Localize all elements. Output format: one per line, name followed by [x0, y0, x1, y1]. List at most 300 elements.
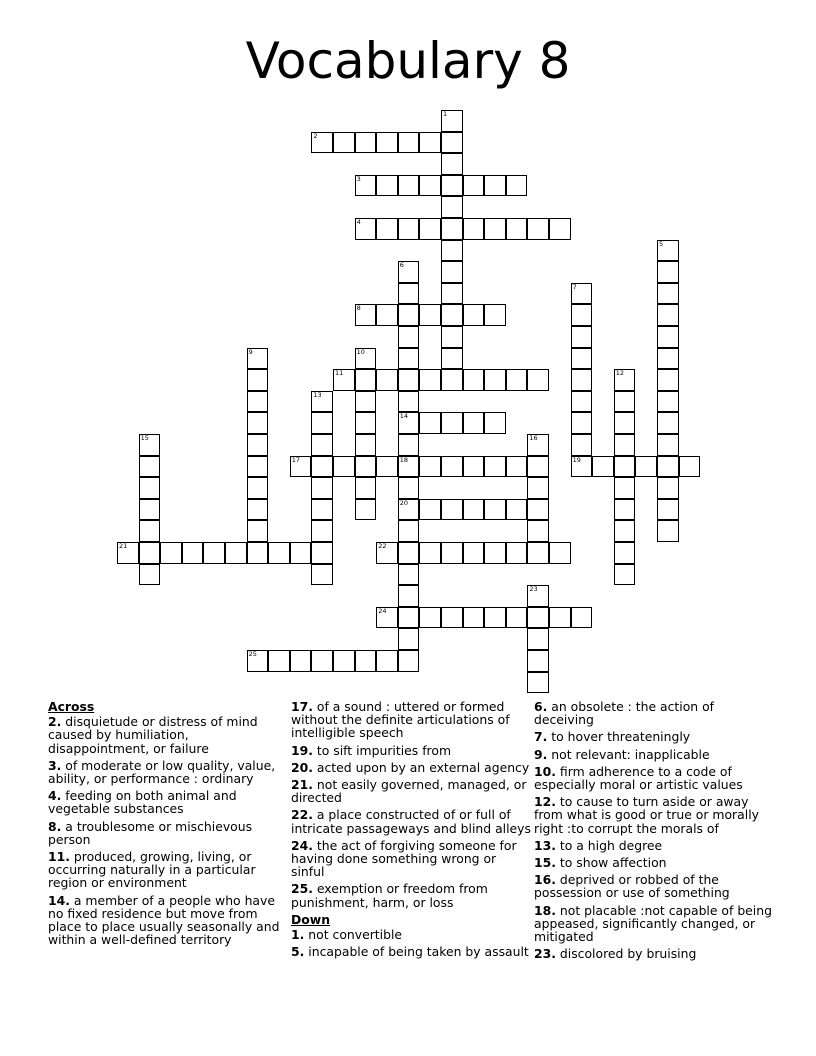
grid-cell[interactable]: [657, 391, 679, 413]
grid-cell[interactable]: [247, 348, 269, 370]
grid-cell-number: 11: [335, 369, 344, 378]
clue-number: 23.: [534, 946, 556, 962]
grid-cell[interactable]: [311, 499, 333, 521]
down-clue: [534, 795, 774, 835]
grid-cell[interactable]: [441, 456, 463, 478]
grid-cell[interactable]: [268, 650, 290, 672]
clue-number: 22.: [291, 807, 313, 823]
across-clue: [291, 839, 531, 879]
down-clue: [534, 839, 774, 852]
grid-cell[interactable]: [441, 369, 463, 391]
grid-cell[interactable]: [527, 477, 549, 499]
clue-number: 17.: [291, 699, 313, 714]
clue-number: 13.: [534, 837, 556, 853]
grid-cell[interactable]: [376, 218, 398, 240]
grid-cell[interactable]: [441, 326, 463, 348]
grid-cell-number: 18: [399, 455, 409, 464]
grid-cell[interactable]: [614, 564, 636, 586]
grid-cell[interactable]: [657, 477, 679, 499]
grid-cell-number: 20: [399, 498, 409, 507]
grid-cell[interactable]: [311, 132, 333, 154]
clue-number: 3.: [48, 757, 62, 773]
across-clue: [291, 778, 531, 804]
grid-cell-number: 15: [140, 434, 149, 442]
down-clue: [534, 765, 774, 791]
clue-number: 10.: [534, 763, 556, 779]
clue-number: 11.: [48, 849, 70, 865]
grid-cell[interactable]: [441, 110, 463, 132]
grid-cell[interactable]: [311, 564, 333, 586]
grid-cell[interactable]: [311, 456, 333, 478]
grid-cell[interactable]: [506, 607, 528, 629]
grid-cell[interactable]: [614, 369, 636, 391]
across-clue-list-part-2: [291, 700, 531, 909]
grid-cell[interactable]: [441, 283, 463, 305]
grid-cell[interactable]: [527, 672, 549, 694]
grid-cell[interactable]: [355, 412, 377, 434]
grid-cell-number: 22: [378, 542, 387, 550]
grid-cell[interactable]: [657, 412, 679, 434]
grid-cell[interactable]: [355, 477, 377, 499]
grid-cell[interactable]: [355, 369, 377, 391]
clue-number: 14.: [48, 892, 70, 908]
grid-cell[interactable]: [441, 240, 463, 262]
grid-cell[interactable]: [139, 477, 161, 499]
clues-column-2: [291, 700, 531, 962]
grid-cell-number: 12: [615, 369, 625, 378]
grid-cell[interactable]: [398, 585, 420, 607]
grid-cell[interactable]: [571, 304, 593, 326]
grid-cell-number: 2: [313, 131, 318, 140]
grid-cell[interactable]: [463, 369, 485, 391]
grid-cell[interactable]: [527, 650, 549, 672]
grid-cell[interactable]: [571, 348, 593, 370]
clue-number: 24.: [291, 837, 313, 853]
clue-number: 18.: [534, 902, 556, 918]
grid-cell[interactable]: [463, 218, 485, 240]
grid-cell[interactable]: [441, 348, 463, 370]
clue-number: 6.: [534, 699, 548, 714]
grid-cell-number: 6: [399, 261, 404, 270]
grid-cell[interactable]: [333, 456, 355, 478]
clue-text: incapable of being taken by assault: [304, 944, 529, 960]
grid-cell[interactable]: [571, 456, 593, 478]
grid-cell[interactable]: [657, 326, 679, 348]
grid-cell[interactable]: [419, 132, 441, 154]
clue-text: to show affection: [555, 855, 667, 871]
clue-text: an obsolete : the action of deceiving: [534, 699, 715, 728]
grid-cell[interactable]: [657, 283, 679, 305]
down-clue: [534, 730, 774, 743]
grid-cell[interactable]: [247, 499, 269, 521]
across-clue: [48, 789, 288, 815]
grid-cell[interactable]: [527, 585, 549, 607]
grid-cell[interactable]: [614, 391, 636, 413]
grid-cell[interactable]: [614, 456, 636, 478]
grid-cell[interactable]: [333, 132, 355, 154]
grid-cell[interactable]: [441, 304, 463, 326]
across-clue: [291, 744, 531, 757]
grid-cell[interactable]: [398, 456, 420, 478]
grid-cell[interactable]: [419, 607, 441, 629]
clue-text: to sift impurities from: [312, 742, 452, 758]
grid-cell[interactable]: [355, 304, 377, 326]
grid-cell[interactable]: [419, 456, 441, 478]
across-clue: [48, 894, 288, 947]
grid-cell[interactable]: [398, 348, 420, 370]
across-clue: [48, 820, 288, 846]
grid-cell[interactable]: [419, 304, 441, 326]
grid-cell[interactable]: [549, 218, 571, 240]
grid-cell[interactable]: [657, 348, 679, 370]
grid-cell[interactable]: [355, 391, 377, 413]
clue-text: not convertible: [304, 927, 403, 943]
grid-cell[interactable]: [268, 542, 290, 564]
clue-number: 21.: [291, 777, 313, 793]
clue-text: not easily governed, managed, or directed: [291, 777, 527, 806]
grid-cell[interactable]: [441, 132, 463, 154]
down-clue: [291, 928, 531, 941]
grid-cell[interactable]: [290, 650, 312, 672]
clue-number: 25.: [291, 881, 313, 897]
grid-cell[interactable]: [441, 412, 463, 434]
grid-cell[interactable]: [506, 175, 528, 197]
grid-cell[interactable]: [117, 542, 139, 564]
grid-cell[interactable]: [398, 283, 420, 305]
clue-text: to cause to turn aside or away from what is good or true or morally right :to corrupt the morals of: [534, 794, 759, 836]
grid-cell[interactable]: [419, 412, 441, 434]
grid-cell[interactable]: [571, 412, 593, 434]
grid-cell[interactable]: [398, 499, 420, 521]
grid-cell[interactable]: [355, 132, 377, 154]
grid-cell[interactable]: [484, 412, 506, 434]
grid-cell[interactable]: [398, 564, 420, 586]
clue-text: not placable :not capable of being appeased, significantly changed, or mitigated: [534, 902, 772, 945]
page-title: Vocabulary 8: [245, 32, 571, 90]
clue-text: discolored by bruising: [555, 946, 697, 962]
down-clue-list-part-1: [291, 928, 531, 958]
grid-cell[interactable]: [225, 542, 247, 564]
grid-cell[interactable]: [139, 564, 161, 586]
grid-cell[interactable]: [484, 607, 506, 629]
grid-cell[interactable]: [355, 434, 377, 456]
grid-cell[interactable]: [311, 477, 333, 499]
clue-number: 20.: [291, 759, 313, 775]
grid-cell[interactable]: [614, 477, 636, 499]
grid-cell[interactable]: [484, 456, 506, 478]
grid-cell[interactable]: [657, 304, 679, 326]
grid-cell[interactable]: [355, 456, 377, 478]
grid-cell[interactable]: [614, 520, 636, 542]
down-clue-list-part-2: [534, 700, 774, 960]
down-clue: [291, 945, 531, 958]
grid-cell[interactable]: [419, 369, 441, 391]
grid-cell[interactable]: [527, 520, 549, 542]
clue-text: produced, growing, living, or occurring naturally in a particular region or environment: [48, 849, 256, 891]
grid-cell[interactable]: [376, 304, 398, 326]
down-heading: Down: [291, 911, 331, 927]
grid-cell[interactable]: [592, 456, 614, 478]
grid-cell[interactable]: [398, 542, 420, 564]
grid-cell[interactable]: [463, 542, 485, 564]
grid-cell-number: 7: [572, 282, 577, 291]
grid-cell[interactable]: [506, 369, 528, 391]
grid-cell[interactable]: [441, 218, 463, 240]
grid-cell[interactable]: [139, 456, 161, 478]
grid-cell[interactable]: [355, 499, 377, 521]
grid-cell[interactable]: [247, 434, 269, 456]
grid-cell[interactable]: [506, 499, 528, 521]
grid-cell[interactable]: [139, 434, 161, 456]
grid-cell-number: 21: [119, 542, 128, 550]
grid-cell[interactable]: [441, 542, 463, 564]
grid-cell[interactable]: [441, 261, 463, 283]
grid-cell[interactable]: [506, 218, 528, 240]
grid-cell[interactable]: [527, 369, 549, 391]
down-clue: [534, 947, 774, 960]
down-clue: [534, 700, 774, 726]
grid-cell[interactable]: [247, 542, 269, 564]
grid-cell[interactable]: [290, 456, 312, 478]
clue-text: the act of forgiving someone for having done something wrong or sinful: [291, 837, 517, 880]
clue-text: to a high degree: [555, 837, 663, 853]
grid-cell-number: 3: [356, 174, 361, 183]
grid-cell[interactable]: [571, 434, 593, 456]
clue-number: 7.: [534, 729, 548, 745]
clue-text: not relevant: inapplicable: [547, 746, 710, 762]
clue-text: firm adherence to a code of especially moral or artistic values: [534, 763, 743, 793]
clue-text: deprived or robbed of the possession or use of something: [534, 872, 730, 901]
clue-text: feeding on both animal and vegetable substances: [48, 788, 237, 817]
grid-cell[interactable]: [614, 499, 636, 521]
clue-text: a troublesome or mischievous person: [48, 818, 253, 847]
across-heading: Across: [48, 699, 95, 714]
clue-number: 4.: [48, 788, 62, 804]
clue-number: 19.: [291, 742, 313, 758]
grid-cell-number: 5: [659, 239, 664, 248]
grid-cell[interactable]: [398, 218, 420, 240]
clue-text: of moderate or low quality, value, ability, or performance : ordinary: [48, 757, 276, 787]
clue-number: 5.: [291, 944, 305, 960]
clue-number: 12.: [534, 794, 556, 810]
grid-cell[interactable]: [527, 628, 549, 650]
grid-cell[interactable]: [398, 650, 420, 672]
grid-cell[interactable]: [484, 175, 506, 197]
grid-cell[interactable]: [657, 456, 679, 478]
grid-cell[interactable]: [247, 412, 269, 434]
clues-column-1: [48, 700, 288, 950]
grid-cell[interactable]: [484, 218, 506, 240]
grid-cell[interactable]: [311, 434, 333, 456]
grid-cell[interactable]: [247, 369, 269, 391]
grid-cell[interactable]: [376, 456, 398, 478]
grid-cell[interactable]: [182, 542, 204, 564]
across-clue: [291, 808, 531, 834]
grid-cell[interactable]: [398, 434, 420, 456]
grid-cell[interactable]: [398, 520, 420, 542]
grid-cell[interactable]: [333, 369, 355, 391]
grid-cell[interactable]: [247, 391, 269, 413]
grid-cell[interactable]: [355, 650, 377, 672]
grid-cell[interactable]: [679, 456, 701, 478]
grid-cell[interactable]: [657, 499, 679, 521]
across-clue: [291, 761, 531, 774]
grid-cell[interactable]: [527, 218, 549, 240]
grid-cell[interactable]: [484, 542, 506, 564]
across-clue: [291, 700, 531, 740]
grid-cell[interactable]: [376, 542, 398, 564]
grid-cell[interactable]: [311, 542, 333, 564]
grid-cell[interactable]: [139, 542, 161, 564]
grid-cell[interactable]: [527, 434, 549, 456]
clue-text: of a sound : uttered or formed without the definite articulations of intelligible speech: [291, 699, 510, 741]
grid-cell-number: 19: [572, 455, 581, 464]
grid-cell-number: 23: [529, 585, 538, 594]
across-clue: [48, 850, 288, 890]
grid-cell-number: 8: [356, 304, 361, 313]
grid-cell[interactable]: [571, 283, 593, 305]
grid-cell[interactable]: [527, 607, 549, 629]
grid-cell-number: 16: [529, 434, 538, 442]
grid-cell[interactable]: [376, 132, 398, 154]
grid-cell[interactable]: [614, 412, 636, 434]
grid-cell[interactable]: [376, 650, 398, 672]
grid-cell[interactable]: [463, 499, 485, 521]
grid-cell[interactable]: [571, 391, 593, 413]
grid-cell[interactable]: [398, 369, 420, 391]
clue-text: to hover threateningly: [547, 729, 691, 745]
grid-cell[interactable]: [549, 607, 571, 629]
grid-cell[interactable]: [203, 542, 225, 564]
grid-cell[interactable]: [311, 391, 333, 413]
grid-cell[interactable]: [290, 542, 312, 564]
grid-cell[interactable]: [484, 499, 506, 521]
grid-cell[interactable]: [247, 520, 269, 542]
grid-cell-number: 4: [356, 218, 361, 226]
grid-cell[interactable]: [398, 261, 420, 283]
grid-cell[interactable]: [463, 456, 485, 478]
grid-cell[interactable]: [419, 218, 441, 240]
grid-cell[interactable]: [376, 607, 398, 629]
grid-cell[interactable]: [398, 607, 420, 629]
grid-cell-number: 9: [248, 347, 253, 356]
grid-cell[interactable]: [463, 304, 485, 326]
grid-cell[interactable]: [506, 542, 528, 564]
grid-cell[interactable]: [311, 412, 333, 434]
clue-number: 8.: [48, 818, 62, 834]
grid-cell[interactable]: [549, 542, 571, 564]
grid-cell[interactable]: [441, 196, 463, 218]
grid-cell[interactable]: [355, 348, 377, 370]
grid-cell[interactable]: [398, 412, 420, 434]
grid-cell[interactable]: [527, 456, 549, 478]
grid-cell[interactable]: [463, 607, 485, 629]
grid-cell[interactable]: [139, 520, 161, 542]
grid-cell-number: 1: [443, 110, 448, 118]
grid-cell[interactable]: [311, 650, 333, 672]
grid-cell[interactable]: [398, 477, 420, 499]
across-clue: [48, 715, 288, 755]
grid-cell[interactable]: [614, 434, 636, 456]
grid-cell[interactable]: [398, 304, 420, 326]
grid-cell[interactable]: [506, 456, 528, 478]
grid-cell[interactable]: [160, 542, 182, 564]
grid-cell[interactable]: [247, 650, 269, 672]
grid-cell[interactable]: [247, 456, 269, 478]
grid-cell[interactable]: [657, 369, 679, 391]
grid-cell[interactable]: [527, 542, 549, 564]
down-clue: [534, 748, 774, 761]
grid-cell[interactable]: [139, 499, 161, 521]
grid-cell-number: 10: [356, 347, 365, 356]
grid-cell[interactable]: [247, 477, 269, 499]
grid-cell[interactable]: [614, 542, 636, 564]
grid-cell[interactable]: [419, 542, 441, 564]
down-clue: [534, 904, 774, 944]
grid-cell[interactable]: [398, 326, 420, 348]
grid-cell[interactable]: [419, 499, 441, 521]
clue-number: 15.: [534, 855, 556, 871]
grid-cell[interactable]: [311, 520, 333, 542]
grid-cell[interactable]: [571, 369, 593, 391]
grid-cell[interactable]: [657, 434, 679, 456]
grid-cell[interactable]: [398, 132, 420, 154]
clue-text: disquietude or distress of mind caused by humiliation, disappointment, or failure: [48, 714, 258, 756]
grid-cell[interactable]: [463, 412, 485, 434]
across-clue: [48, 759, 288, 785]
grid-cell-number: 24: [378, 606, 387, 615]
grid-cell[interactable]: [463, 175, 485, 197]
clue-number: 1.: [291, 927, 305, 943]
clue-text: a member of a people who have no fixed residence but move from place to place usually seasonally and within a well-defined territory: [48, 892, 280, 948]
grid-cell[interactable]: [398, 391, 420, 413]
grid-cell[interactable]: [571, 607, 593, 629]
grid-cell[interactable]: [441, 153, 463, 175]
grid-cell[interactable]: [657, 240, 679, 262]
grid-cell[interactable]: [657, 520, 679, 542]
grid-cell[interactable]: [527, 499, 549, 521]
grid-cell[interactable]: [657, 261, 679, 283]
grid-cell[interactable]: [376, 369, 398, 391]
clue-number: 9.: [534, 746, 548, 762]
grid-cell[interactable]: [571, 326, 593, 348]
clues-column-3: [534, 700, 774, 964]
clue-number: 16.: [534, 872, 556, 888]
down-clue: [534, 856, 774, 869]
across-clue-list-part-1: [48, 715, 288, 946]
grid-cell[interactable]: [484, 304, 506, 326]
grid-cell[interactable]: [333, 650, 355, 672]
down-clue: [534, 873, 774, 899]
grid-cell-number: 14: [399, 412, 409, 421]
grid-cell[interactable]: [376, 175, 398, 197]
grid-cell[interactable]: [441, 175, 463, 197]
grid-cell-number: 13: [313, 390, 322, 399]
grid-cell[interactable]: [441, 499, 463, 521]
grid-cell[interactable]: [398, 628, 420, 650]
grid-cell[interactable]: [355, 218, 377, 240]
grid-cell[interactable]: [441, 607, 463, 629]
grid-cell[interactable]: [635, 456, 657, 478]
grid-cell[interactable]: [484, 369, 506, 391]
grid-cell[interactable]: [355, 175, 377, 197]
clue-text: a place constructed of or full of intricate passageways and blind alleys: [291, 807, 531, 836]
grid-cell-number: 25: [248, 650, 257, 658]
grid-cell[interactable]: [419, 175, 441, 197]
clue-text: exemption or freedom from punishment, harm, or loss: [291, 881, 488, 910]
clue-number: 2.: [48, 714, 62, 730]
grid-cell[interactable]: [398, 175, 420, 197]
